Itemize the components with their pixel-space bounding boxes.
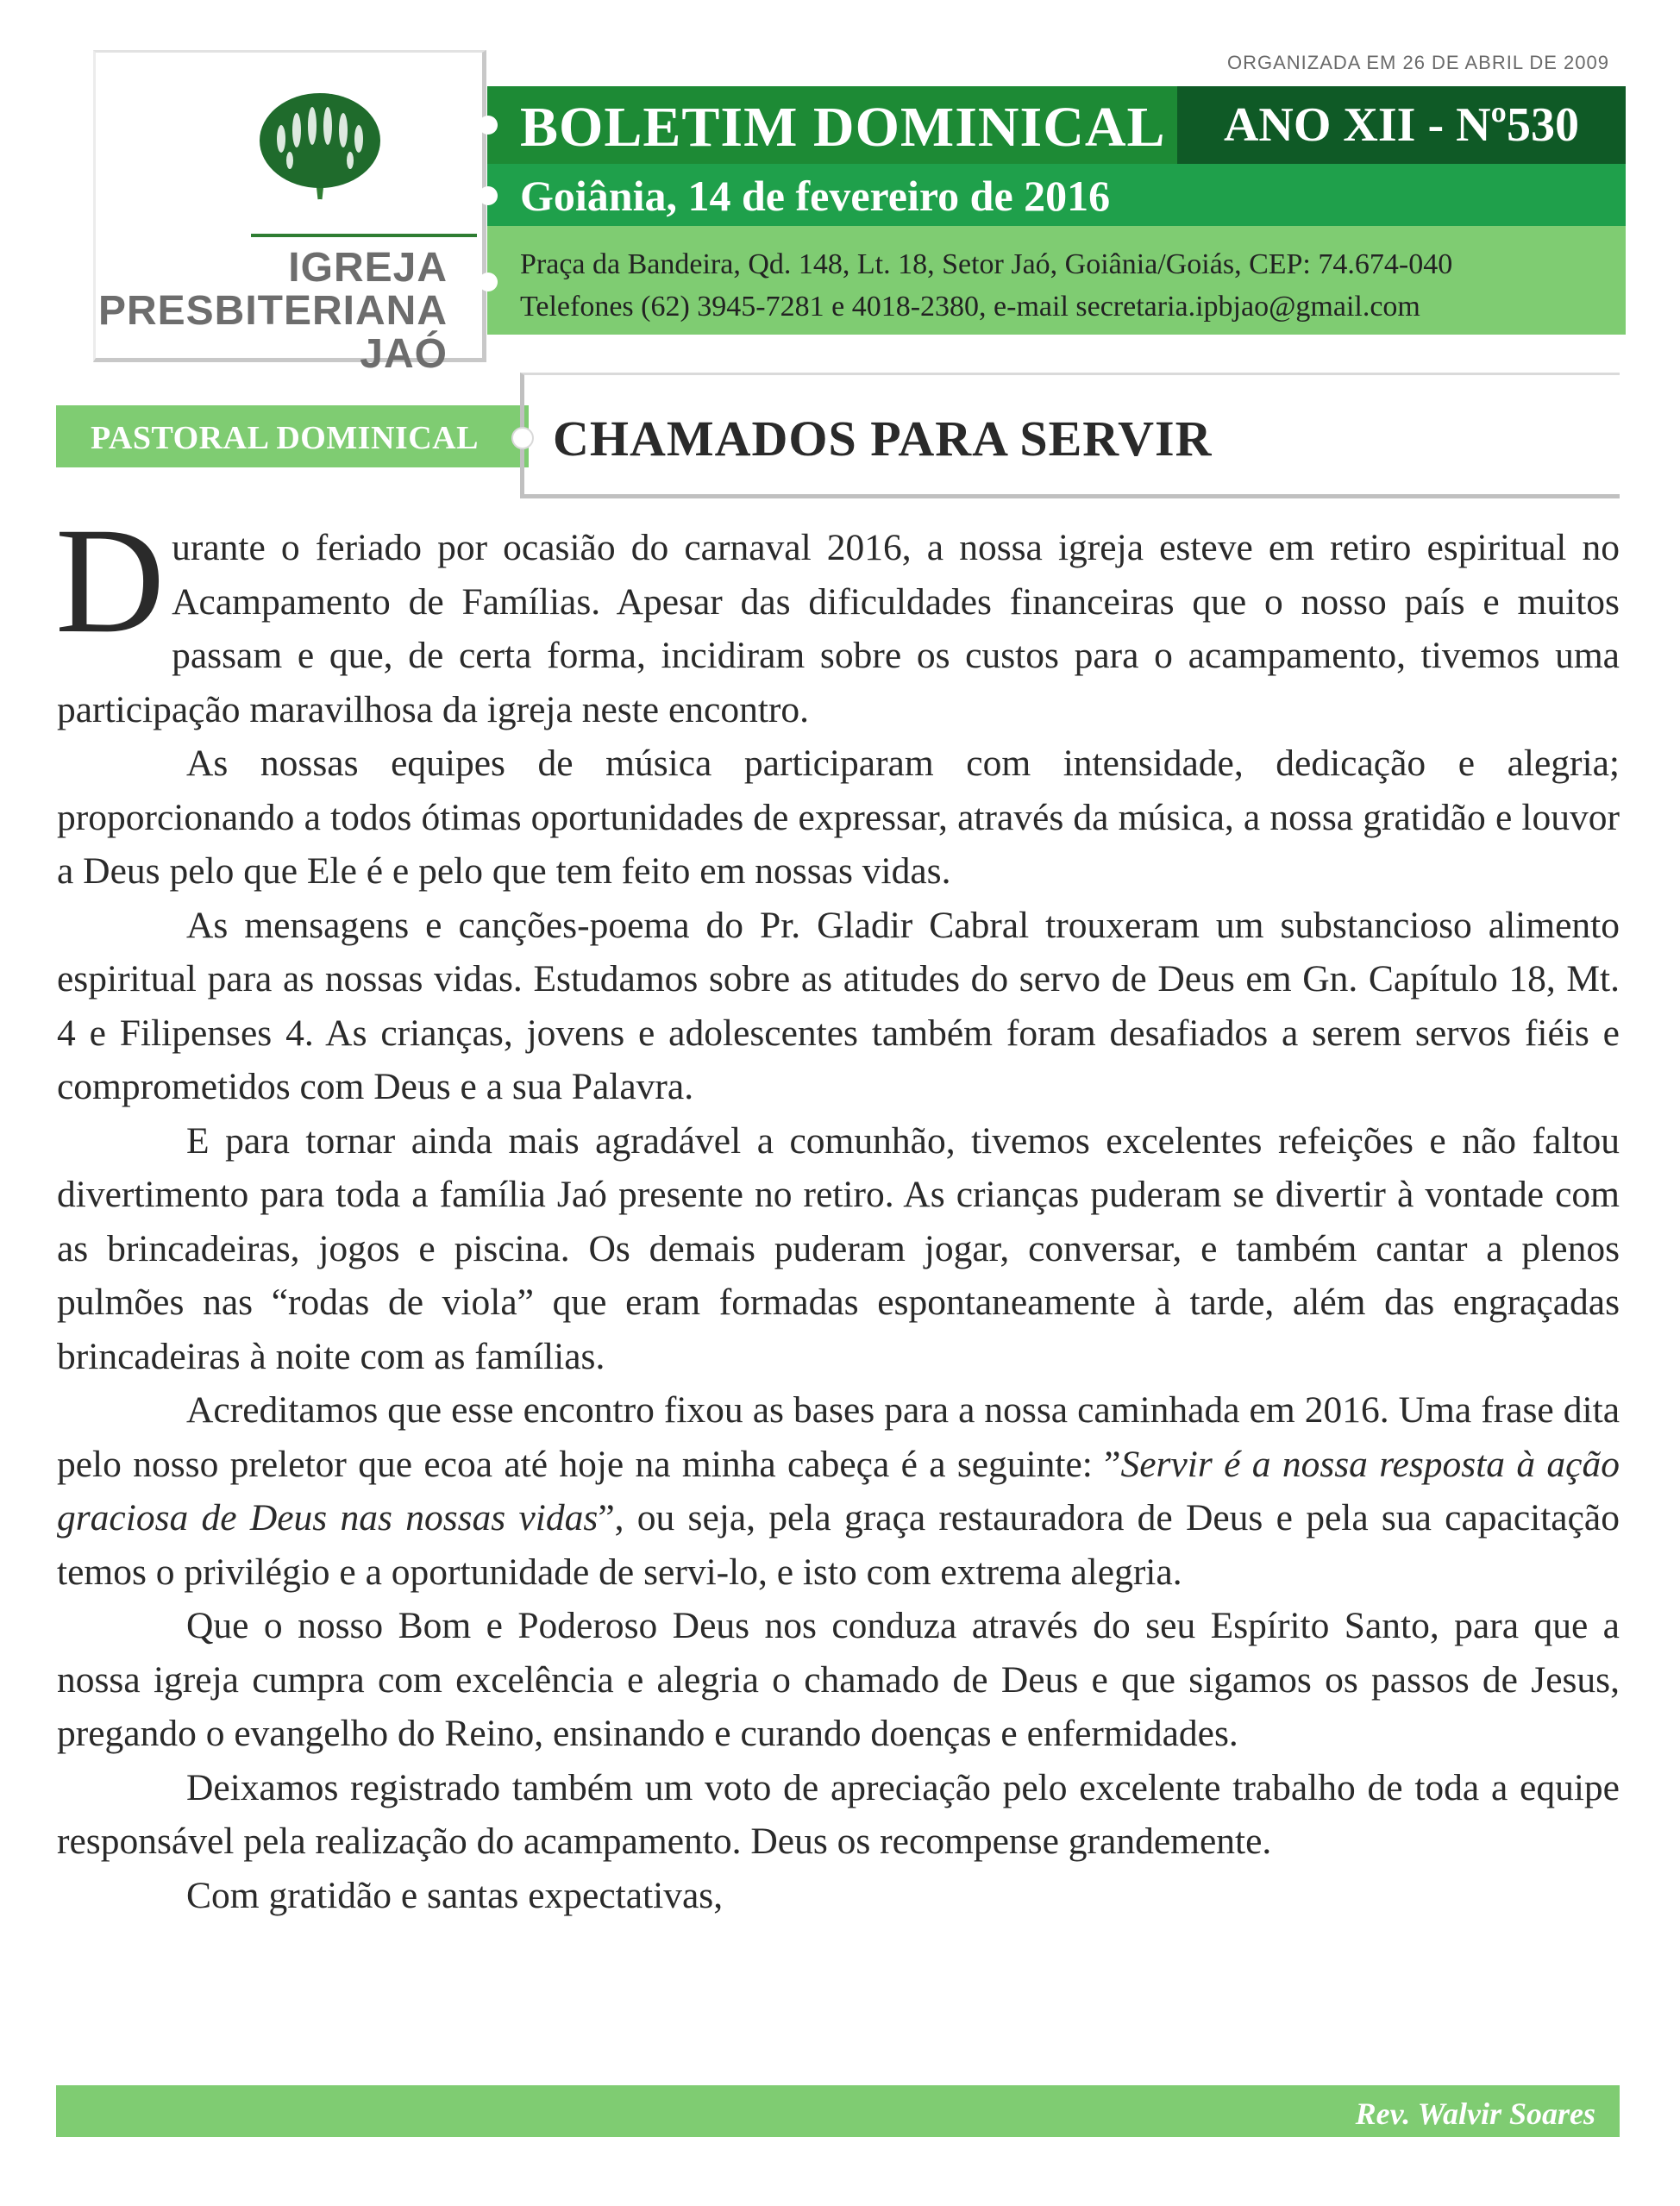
article-title: CHAMADOS PARA SERVIR xyxy=(553,410,1213,467)
paragraph: As mensagens e canções-poema do Pr. Gladir Cabral trouxeram um substancioso alimento espiritual para as nossas vidas. Estudamos sobre as atitudes do servo de Deus em Gn. Capítulo 18, Mt. 4 e Filipenses 4. As crianças, jovens e adolescentes também foram desafiados a serem servos fiéis e comprometidos com Deus e a sua Palavra. xyxy=(57,904,1620,1107)
bulletin-date: Goiânia, 14 de fevereiro de 2016 xyxy=(520,172,1111,220)
section-label: PASTORAL DOMINICAL xyxy=(91,420,479,456)
address-bar xyxy=(487,226,1626,335)
contact-info xyxy=(520,243,1452,328)
bulletin-title: BOLETIM DOMINICAL xyxy=(520,96,1166,159)
paragraph xyxy=(55,497,1620,736)
paragraph: Com gratidão e santas expectativas, xyxy=(186,1874,724,1916)
title-bar xyxy=(487,86,1626,164)
paragraph-text: urante o feriado por ocasião do carnaval 2016, a nossa igreja esteve em retiro espiritual no Acampamento de Famílias. Apesar das dificuldades financeiras que o nosso país e muitos passam e que, de certa forma, incidiram sobre os custos para o acampamento, tivemos uma participação maravilhosa da igreja neste encontro. xyxy=(57,527,1620,730)
logo-divider xyxy=(251,234,477,237)
paragraph: Que o nosso Bom e Poderoso Deus nos conduza através do seu Espírito Santo, para que a nossa igreja cumpra com excelência e alegria o chamado de Deus e que sigamos os passos de Jesus, pregando o evangelho do Reino, ensinando e curando doenças e enfermidades. xyxy=(57,1605,1620,1754)
paragraph: As nossas equipes de música participaram com intensidade, dedicação e alegria; proporcionando a todos ótimas oportunidades de expressar, através da música, a nossa gratidão e louvor a Deus pelo que Ele é e pelo que tem feito em nossas vidas. xyxy=(57,743,1620,892)
bullet-dot-icon xyxy=(479,273,498,291)
date-bar xyxy=(487,164,1626,226)
tree-logo-icon xyxy=(255,78,385,208)
church-logo xyxy=(93,50,486,377)
quote: Servir é a nossa resposta à ação graciosa de Deus nas nossas vidas xyxy=(57,1443,1620,1539)
logo-line2: PRESBITERIANA xyxy=(97,288,448,334)
article-body xyxy=(55,497,1620,1922)
paragraph: E para tornar ainda mais agradável a comunhão, tivemos excelentes refeições e não faltou divertimento para toda a família Jaó presente no retiro. As crianças puderam se divertir à vontade com as brincadeiras, jogos e piscina. Os demais puderam jogar, conversar, e também cantar a plenos pulmões nas “rodas de viola” que eram formadas espontaneamente à tarde, além das engraçadas brincadeiras à noite com as famílias. xyxy=(57,1119,1620,1377)
edition-number: ANO XII - Nº530 xyxy=(1177,86,1626,164)
section-label-box xyxy=(56,405,529,467)
article-title-box xyxy=(520,373,1620,498)
signature: Rev. Walvir Soares xyxy=(1355,2096,1595,2131)
bullet-dot-icon xyxy=(511,427,534,449)
paragraph: Deixamos registrado também um voto de apreciação pelo excelente trabalho de toda a equipe responsável pela realização do acampamento. Deus os recompense grandemente. xyxy=(57,1766,1620,1862)
organized-date: ORGANIZADA EM 26 DE ABRIL DE 2009 xyxy=(1226,52,1609,73)
logo-line3: JAÓ xyxy=(360,331,448,377)
paragraph-text: ”, ou seja, pela graça restauradora de Deus e pela sua capacitação temos o privilégio e a oportunidade de servi-lo, e isto com extrema alegria. xyxy=(57,1497,1620,1593)
bullet-dot-icon xyxy=(479,116,498,135)
paragraph-text: Acreditamos que esse encontro fixou as bases para a nossa caminhada em 2016. Uma frase dita pelo nosso preletor que ecoa até hoje na minha cabeça é a seguinte: ” xyxy=(57,1389,1620,1485)
logo-line1: IGREJA xyxy=(288,245,448,291)
signature-bar xyxy=(56,2085,1620,2137)
address-line: Praça da Bandeira, Qd. 148, Lt. 18, Setor Jaó, Goiânia/Goiás, CEP: 74.674-040 xyxy=(520,248,1453,280)
church-name xyxy=(98,247,448,376)
bullet-dot-icon xyxy=(479,186,498,205)
paragraph xyxy=(57,1383,1620,1599)
drop-cap: D xyxy=(55,497,166,665)
phone-email-line: Telefones (62) 3945-7281 e 4018-2380, e-mail secretaria.ipbjao@gmail.com xyxy=(520,291,1420,323)
